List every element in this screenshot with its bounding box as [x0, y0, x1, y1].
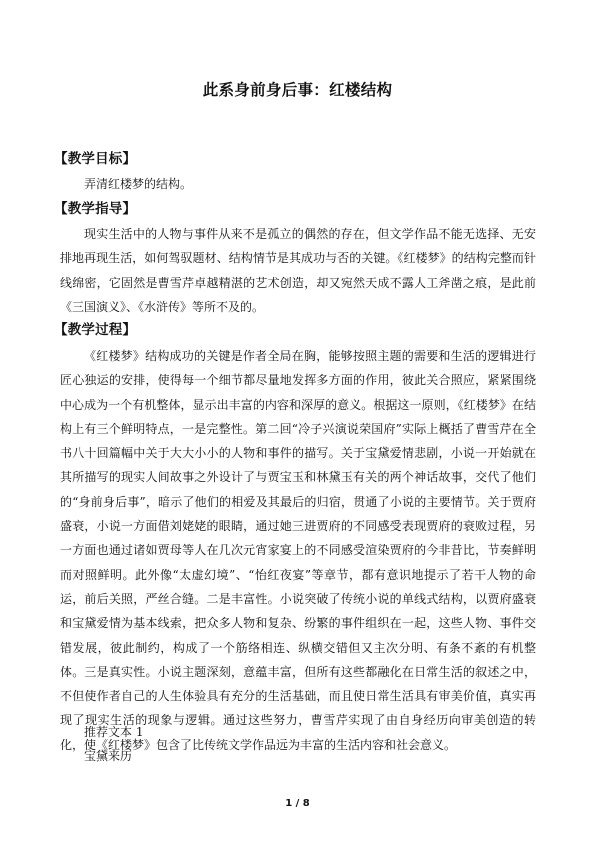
process-paragraph: 《红楼梦》结构成功的关键是作者全局在胸，能够按照主题的需要和生活的逻辑进行匠心独运的安排，使得每一个细节都尽量地发挥多方面的作用，彼此关合照应，紧紧围绕中心成为一个有机整体，显示出丰富的内容和深厚的意义。根据这一原则，《红楼梦》在结构上有三个鲜明特点，一是完整性。第二回“冷子兴演说荣国府”实际上概括了曹雪芹在全书八十回篇幅中关于大大小小的人物和事件的描写。关于宝黛爱情悲剧，小说一开始就在其所描写的现实人间故事之外设计了与贾宝玉和林黛玉有关的两个神话故事，交代了他们的“身前身后事”，暗示了他们的相爱及其最后的归宿，贯通了小说的主要情节。关于贾府盛衰，小说一方面借刘姥姥的眼睛，通过她三进贾府的不同感受表现贾府的衰败过程，另一方面也通过诸如贾母等人在几次元宵家宴上的不同感受渲染贾府的今非昔比，节奏鲜明而对照鲜明。此外像“太虚幻境”、“怡红夜宴”等章节，都有意识地提示了若干人物的命运，前后关照，严丝合缝。二是丰富性。小说突破了传统小说的单线式结构，以贾府盛衰和宝黛爱情为基本线索，把众多人物和复杂、纷繁的事件组织在一起，这些人物、事件交错发展，彼此制约，构成了一个筋络相连、纵横交错但又主次分明、有条不紊的有机整体。三是真实性。小说主题深刻，意蕴丰富，但所有这些都融化在日常生活的叙述之中，不但使作者自己的人生体验具有充分的生活基础，而且使日常生活具有审美价值，真实再现了现实生活的现象与逻辑。通过这些努力，曹雪芹实现了由自身经历向审美创造的转化，使《红楼梦》包含了比传统文学作品远为丰富的生活内容和社会意义。	[60, 349, 536, 752]
recommended-text-item: 宝黛来历	[84, 749, 133, 763]
section-heading-guide: 【教学指导】	[54, 201, 137, 217]
section-body-guide	[60, 222, 536, 319]
recommended-text-label: 推荐文本 1	[84, 725, 144, 739]
goal-paragraph: 弄清红楼梦的结构。	[84, 177, 193, 191]
section-body-process	[60, 344, 536, 757]
section-body-goal	[60, 172, 536, 196]
page-title: 此系身前身后事：红楼结构	[202, 81, 393, 99]
section-heading-process: 【教学过程】	[54, 322, 137, 338]
guide-paragraph: 现实生活中的人物与事件从来不是孤立的偶然的存在，但文学作品不能无选择、无安排地再现生活，如何驾驭题材、结构情节是其成功与否的关键。《红楼梦》的结构完整而针线绵密，它固然是曹雪芹卓越精湛的艺术创造，却又宛然天成不露人工斧凿之痕，是此前《三国演义》、《水浒传》等所不及的。	[60, 227, 536, 314]
page-number: 1 / 8	[285, 798, 310, 809]
section-heading-goal: 【教学目标】	[54, 151, 137, 167]
